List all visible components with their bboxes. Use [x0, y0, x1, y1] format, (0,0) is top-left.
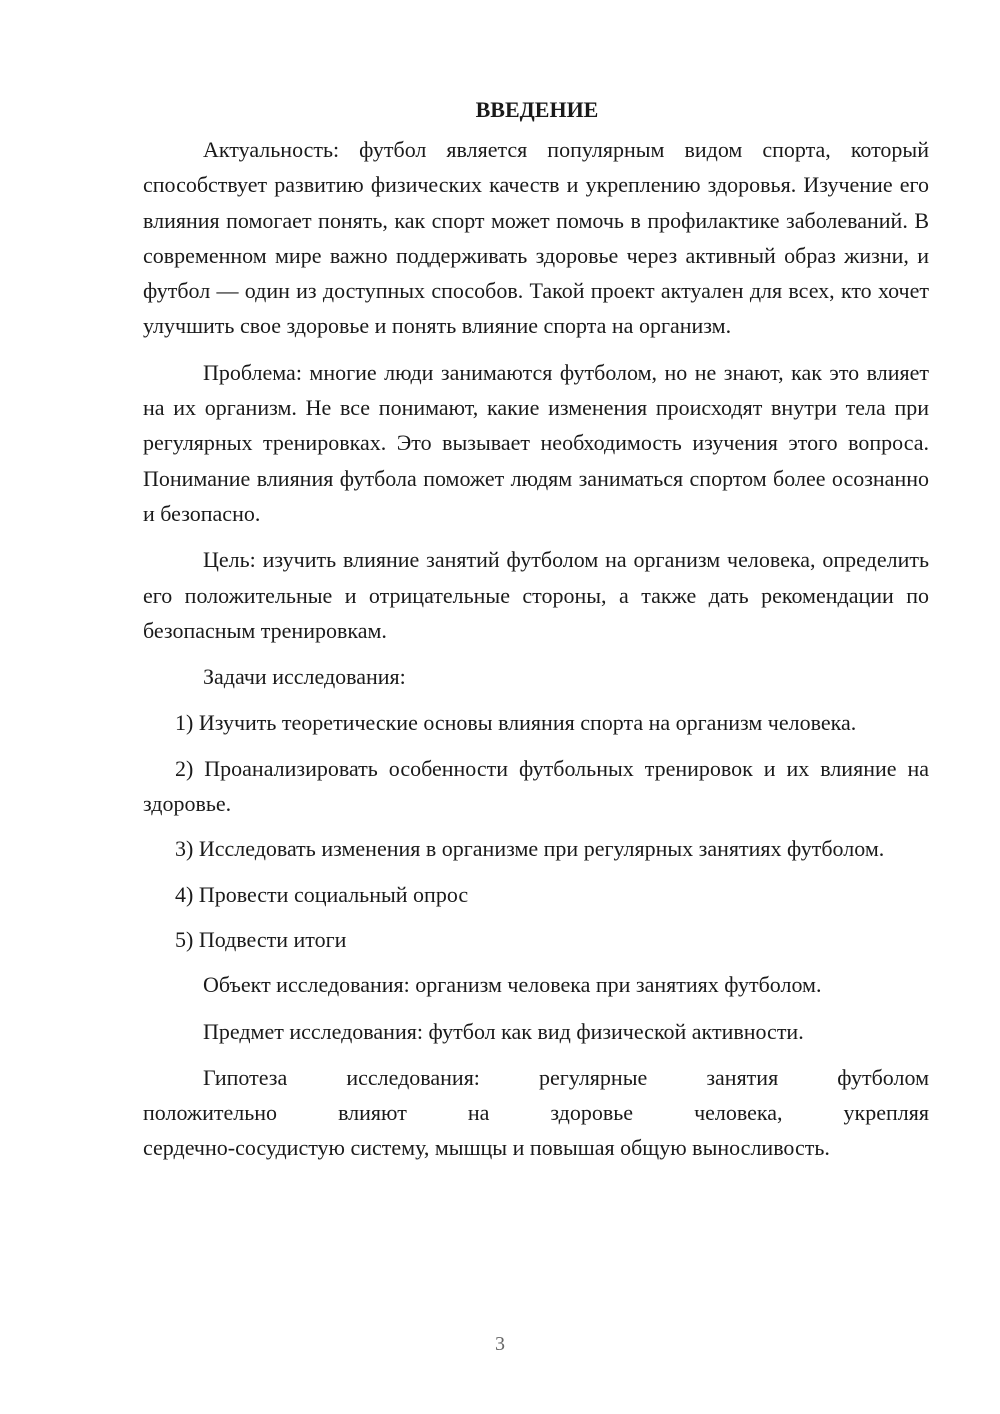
document-page: [143, 92, 929, 1177]
paragraph-relevance: Актуальность: футбол является популярным видом спорта, который способствует развитию физических качеств и укреплению здоровья. Изучение его влияния помогает понять, как спорт может помочь в профилактике заболеваний. В современном мире важно поддерживать здоровье через активный образ жизни, и футбол — один из доступных способов. Такой проект актуален для всех, кто хочет улучшить свое здоровье и понять влияние спорта на организм.: [143, 137, 929, 339]
hypothesis-line-3: сердечно-сосудистую систему, мышцы и повышая общую выносливость.: [143, 1135, 830, 1161]
paragraph-problem: Проблема: многие люди занимаются футболом, но не знают, как это влияет на их организм. Не все понимают, какие изменения происходят внутри тела при регулярных тренировках. Это вызывает необходимость изучения этого вопроса. Понимание влияния футбола поможет людям заниматься спортом более осознанно и безопасно.: [143, 359, 929, 526]
paragraph-subject: Предмет исследования: футбол как вид физической активности.: [203, 1018, 804, 1044]
task-item-5: 5) Подвести итоги: [175, 926, 347, 952]
page-number: 3: [495, 1333, 505, 1355]
hypothesis-line-1: Гипотеза исследования: регулярные занятия футболом: [203, 1064, 929, 1090]
task-item-3: 3) Исследовать изменения в организме при регулярных занятиях футболом.: [175, 836, 885, 862]
task-item-4: 4) Провести социальный опрос: [175, 881, 469, 907]
task-item-2: 2) Проанализировать особенности футбольных тренировок и их влияние на здоровье.: [143, 755, 929, 817]
paragraph-hypothesis: [143, 1060, 929, 1166]
task-item-1: 1) Изучить теоретические основы влияния спорта на организм человека.: [175, 710, 857, 736]
tasks-heading: Задачи исследования:: [203, 664, 406, 690]
section-title: ВВЕДЕНИЕ: [475, 97, 599, 122]
paragraph-object: Объект исследования: организм человека при занятиях футболом.: [203, 972, 822, 998]
paragraph-goal: Цель: изучить влияние занятий футболом на организм человека, определить его положительные и отрицательные стороны, а также дать рекомендации по безопасным тренировкам.: [143, 547, 929, 643]
hypothesis-line-2: положительно влияют на здоровье человека, укрепляя: [143, 1100, 929, 1126]
